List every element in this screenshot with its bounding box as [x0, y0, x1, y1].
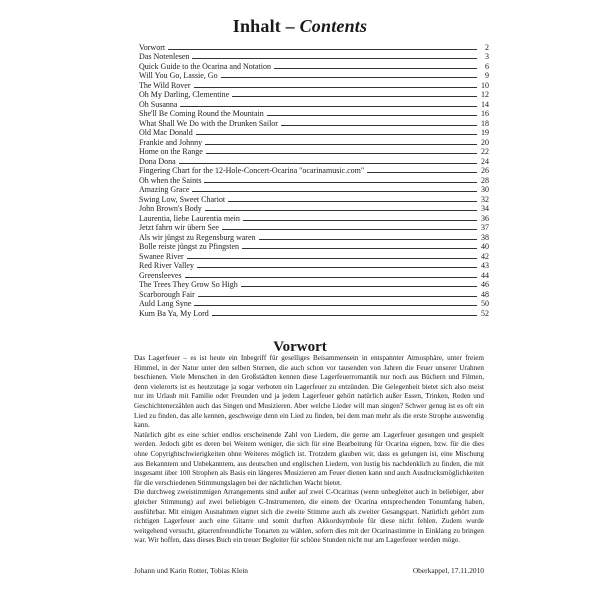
toc-entry-page: 50 [481, 299, 489, 308]
toc-entry-page: 20 [481, 137, 489, 147]
toc-entry [139, 242, 489, 252]
toc-leader-line [367, 172, 477, 173]
toc-entry [139, 251, 489, 261]
toc-entry-title: Kum Ba Ya, My Lord [139, 308, 209, 318]
toc-leader-line [281, 125, 477, 126]
toc-entry-page: 22 [481, 147, 489, 156]
page-title [0, 16, 600, 37]
toc-entry [139, 308, 489, 318]
toc-entry-page: 12 [481, 90, 489, 99]
toc-leader-line [194, 305, 477, 306]
toc-leader-line [204, 182, 477, 183]
toc-leader-line [267, 115, 477, 116]
toc-entry-page: 2 [485, 42, 489, 52]
toc-entry [139, 280, 489, 290]
toc-leader-line [197, 267, 477, 268]
toc-entry-title: Auld Lang Syne [139, 299, 192, 308]
foreword-body [134, 354, 484, 546]
toc-entry [139, 118, 489, 128]
toc-leader-line [192, 58, 477, 59]
toc-entry [139, 128, 489, 138]
toc-leader-line [232, 96, 477, 97]
toc-leader-line [212, 315, 477, 316]
toc-entry [139, 194, 489, 204]
toc-entry-title: Swanee River [139, 251, 184, 261]
toc-entry-page: 52 [481, 308, 489, 318]
toc-entry-title: Vorwort [139, 42, 166, 52]
toc-leader-line [187, 258, 477, 259]
toc-entry-page: 6 [485, 61, 489, 71]
toc-entry-title: The Trees They Grow So High [139, 280, 238, 289]
toc-leader-line [206, 153, 477, 154]
foreword-heading: Vorwort [273, 339, 327, 355]
toc-leader-line [198, 296, 477, 297]
toc-entry-title: Bolle reiste jüngst zu Pfingsten [139, 242, 239, 251]
toc-entry-title: The Wild Rover [139, 80, 191, 90]
toc-entry-title: Quick Guide to the Ocarina and Notation [139, 61, 271, 71]
toc-leader-line [168, 49, 477, 50]
toc-entry [139, 175, 489, 185]
toc-entry-title: John Brown's Body [139, 204, 202, 213]
toc-leader-line [221, 77, 477, 78]
toc-entry-title: Oh when the Saints [139, 175, 202, 185]
toc-entry [139, 270, 489, 280]
toc-entry-title: What Shall We Do with the Drunken Sailor [139, 118, 278, 128]
toc-entry-page: 43 [481, 261, 489, 270]
signature-place-date: Oberkappel, 17.11.2010 [412, 566, 484, 575]
toc-entry [139, 204, 489, 214]
toc-entry-page: 37 [481, 223, 489, 232]
toc-entry [139, 289, 489, 299]
toc-leader-line [243, 220, 477, 221]
signature-line [134, 566, 484, 575]
toc-entry [139, 232, 489, 242]
toc-entry [139, 61, 489, 71]
toc-entry [139, 137, 489, 147]
toc-leader-line [192, 191, 477, 192]
toc-entry [139, 223, 489, 233]
toc-entry-page: 9 [485, 71, 489, 80]
toc-entry-title: Das Notenlesen [139, 52, 190, 61]
toc-leader-line [242, 248, 477, 249]
toc-entry-title: Home on the Range [139, 147, 203, 156]
toc-entry [139, 71, 489, 81]
toc-entry-title: Laurentia, liebe Laurentia mein [139, 213, 240, 223]
toc-entry [139, 52, 489, 62]
toc-leader-line [194, 87, 477, 88]
foreword-paragraph: Das Lagerfeuer – es ist heute ein Inbegriff für geselliges Beisammensein in entspannter Atmosphäre, unter freiem Himmel, in der Natur unter den selben Sternen, die auch schon vor tausenden von Jahren die Feuer unserer Urahnen beschienen. Viele Menschen in den Großstädten kennen diese Lagerfeuerromantik nur noch aus Büchern und Filmen, denn vielerorts ist es heutzutage ja sogar verboten ein Lagerfeuer zu entzünden. Die Gelegenheit bietet sich also meist nur im Urlaub mit Familie oder Freunden und ja jedem Lagerfeuer gehört natürlich außer Essen, Trinken, Reden und Geschichtenerzählen auch das Singen und Musizieren. Aber welche Lieder will man singen? Schwer genug ist es oft ein Lied zu finden, das alle kennen, geschweige denn ein Lied zu finden, bei dem man mehr als die erste Strophe auswendig kann. [134, 354, 484, 430]
toc-entry-title: Oh Susanna [139, 99, 178, 109]
foreword-paragraph: Die durchweg zweistimmigen Arrangements sind außer auf zwei C-Ocarinas (wenn unbegleitet auch in beliebiger, aber gleicher Stimmung) auf zwei beliebigen C-Instrumenten, die einem der Ocarina entsprechenden Tonumfang haben, ausführbar. Mit einigen Ausnahmen eignet sich die zweite Stimme auch als zweiter Gesangspart. Natürlich gehört zum richtigen Lagerfeuer auch eine Gitarre und somit durften Akkordsymbole für diese nicht fehlen. Zudem wurde weitgehend versucht, gitarrenfreundliche Tonarten zu wählen, sofern dies mit der Ocarinastimme in Einklang zu bringen war. Wir hoffen, dass dieses Buch ein treuer Begleiter für schöne Stunden nicht nur am Lagerfeuer werden möge. [134, 488, 484, 545]
toc-entry [139, 90, 489, 100]
toc-entry [139, 166, 489, 176]
toc-entry-page: 38 [481, 232, 489, 242]
toc-entry [139, 99, 489, 109]
toc-entry-title: Greensleeves [139, 270, 182, 280]
toc-leader-line [179, 163, 477, 164]
toc-leader-line [205, 144, 477, 145]
toc-entry-page: 24 [481, 156, 489, 166]
toc-entry-page: 30 [481, 185, 489, 194]
title-italic: Contents [299, 16, 368, 36]
toc-entry-page: 26 [481, 166, 489, 175]
toc-entry-title: Swing Low, Sweet Chariot [139, 194, 226, 204]
toc-leader-line [185, 277, 477, 278]
toc-entry [139, 42, 489, 52]
toc-leader-line [180, 106, 477, 107]
toc-entry-page: 10 [481, 80, 489, 90]
toc-entry [139, 213, 489, 223]
toc-leader-line [241, 286, 477, 287]
toc-entry-title: Old Mac Donald [139, 128, 193, 137]
toc-entry-page: 34 [481, 204, 489, 213]
toc-entry [139, 147, 489, 157]
toc-entry-title: Jetzt fahrn wir übern See [139, 223, 219, 232]
toc-entry-title: Dona Dona [139, 156, 176, 166]
toc-entry-title: Als wir jüngst zu Regensburg waren [139, 232, 256, 242]
toc-entry [139, 185, 489, 195]
toc-entry-page: 19 [481, 128, 489, 137]
toc-entry-title: Oh My Darling, Clementine [139, 90, 230, 99]
toc-entry-title: She'll Be Coming Round the Mountain [139, 109, 264, 118]
toc-entry-page: 36 [481, 213, 489, 223]
toc-entry [139, 261, 489, 271]
toc-entry [139, 156, 489, 166]
foreword-paragraph: Natürlich gibt es eine schier endlos erscheinende Zahl von Liedern, die gerne am Lagerfeuer gesungen und gespielt werden. Jedoch gibt es deren bei Weitem weniger, die sich für eine Bearbeitung für Ocarina eignen, bzw. für die dies ohne Copyrightschwierigkeiten ohne Weiteres möglich ist. Trotzdem glauben wir, dass es gelungen ist, eine Mischung aus Bekanntem und Unbekanntem, aus deutschen und englischen Liedern, von lustig bis nachdenklich zu finden, die mit insgesamt über 100 Strophen als Basis ein längeres Musizieren am Feuer dienen kann und auch Ausdrucksmöglichkeiten für die verschiedenen Stimmungslagen bei der nächtlichen Wacht bietet. [134, 430, 484, 487]
toc-entry-page: 46 [481, 280, 489, 289]
toc-entry-page: 16 [481, 109, 489, 118]
toc-entry-title: Will You Go, Lassie, Go [139, 71, 218, 80]
toc-entry-page: 48 [481, 289, 489, 299]
toc-entry-page: 44 [481, 270, 489, 280]
toc-leader-line [274, 68, 477, 69]
toc-leader-line [222, 229, 477, 230]
toc-entry-title: Red River Valley [139, 261, 194, 270]
toc-entry-page: 42 [481, 251, 489, 261]
title-main: Inhalt – [232, 16, 300, 36]
toc-entry-title: Amazing Grace [139, 185, 190, 194]
toc-entry [139, 80, 489, 90]
toc-leader-line [205, 210, 477, 211]
toc-leader-line [259, 239, 478, 240]
toc-entry-page: 18 [481, 118, 489, 128]
toc-entry-title: Fingering Chart for the 12-Hole-Concert-Ocarina "ocarinamusic.com" [139, 166, 365, 175]
toc-entry-page: 3 [485, 52, 489, 61]
toc-entry-page: 40 [481, 242, 489, 251]
table-of-contents [139, 42, 489, 318]
toc-entry-page: 32 [481, 194, 489, 204]
toc-leader-line [228, 201, 477, 202]
toc-leader-line [196, 134, 477, 135]
toc-entry-title: Scarborough Fair [139, 289, 195, 299]
toc-entry-page: 14 [481, 99, 489, 109]
toc-entry [139, 109, 489, 119]
toc-entry-page: 28 [481, 175, 489, 185]
toc-entry-title: Frankie and Johnny [139, 137, 203, 147]
signature-authors: Johann und Karin Rotter, Tobias Klein [134, 566, 248, 575]
toc-entry [139, 299, 489, 309]
